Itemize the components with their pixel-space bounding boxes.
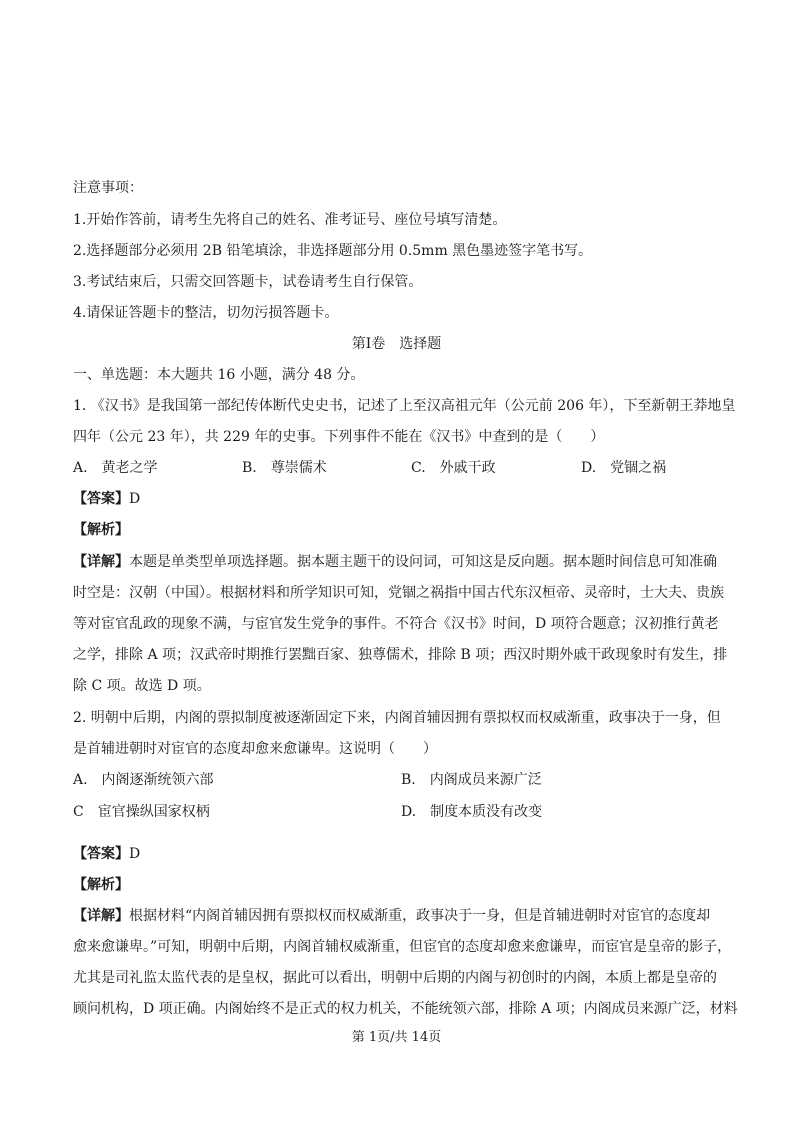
q2-detail-line-3: 尤其是司礼监太监代表的是皇权，据此可以看出，明朝中后期的内阁与初创时的内阁，本质上都是皇帝的 [73,970,717,986]
page-footer: 第 1页/共 14页 [351,1030,442,1045]
q1-detail-line-1 [73,553,733,571]
q1-option-d: D. 党锢之祸 [581,460,667,476]
q2-stem-line-1: 2. 明朝中后期，内阁的票拟制度被逐渐固定下来，内阁首辅因拥有票拟权而权威渐重，政事决于一身，但 [73,710,721,726]
answer-value: D [129,491,141,507]
detail-text: 根据材料“内阁首辅因拥有票拟权而权威渐重，政事决于一身，但是首辅进朝时对宦官的态度却 [129,908,711,924]
q2-detail-line-1 [73,907,733,925]
answer-label: 【答案】 [73,846,129,862]
q1-detail-line-2: 时空是：汉朝（中国）。根据材料和所学知识可知，党锢之祸指中国古代东汉桓帝、灵帝时，士大夫、贵族 [73,585,724,601]
q1-detail-line-3: 等对宦官乱政的现象不满，与宦官发生党争的事件。不符合《汉书》时间，D 项符合题意；汉初推行黄老 [73,616,719,632]
q2-option-c: C 宦官操纵国家权柄 [73,804,210,820]
detail-text: 本题是单类型单项选择题。据本题主题干的设问词，可知这是反向题。据本题时间信息可知准确 [129,554,717,570]
q2-analysis-label: 【解析】 [73,877,129,893]
q1-option-c: C. 外戚干政 [411,460,496,476]
notice-item-2: 2.选择题部分必须用 2B 铅笔填涂，非选择题部分用 0.5mm 黑色墨迹签字笔书写。 [73,243,593,259]
notice-title: 注意事项： [73,180,143,196]
detail-label: 【详解】 [73,554,129,570]
q1-stem-line-2: 四年（公元 23 年），共 229 年的史事。下列事件不能在《汉书》中查到的是（ ） [73,429,605,445]
q1-analysis-label: 【解析】 [73,522,129,538]
q1-answer [73,490,733,508]
q2-option-a: A. 内阁逐渐统领六部 [73,772,214,788]
q1-option-a: A. 黄老之学 [73,460,158,476]
q2-detail-line-4: 顾问机构，D 项正确。内阁始终不是正式的权力机关，不能统领六部，排除 A 项；内阁成员来源广泛，材料 [73,1001,738,1017]
q1-detail-line-5: 除 C 项。故选 D 项。 [73,678,211,694]
q1-option-b: B. 尊崇儒术 [242,460,327,476]
part-heading: 一、单选题：本大题共 16 小题，满分 48 分。 [73,367,365,383]
q1-detail-line-4: 之学，排除 A 项；汉武帝时期推行罢黜百家、独尊儒术，排除 B 项；西汉时期外戚干政现象时有发生，排 [73,647,728,663]
q2-option-b: B. 内阁成员来源广泛 [401,772,542,788]
notice-item-3: 3.考试结束后，只需交回答题卡，试卷请考生自行保管。 [73,274,423,290]
q2-stem-line-2: 是首辅进朝时对宦官的态度却愈来愈谦卑。这说明（ ） [73,741,437,757]
notice-item-1: 1.开始作答前，请考生先将自己的姓名、准考证号、座位号填写清楚。 [73,212,507,228]
q2-answer [73,845,733,863]
answer-label: 【答案】 [73,491,129,507]
q2-detail-line-2: 愈来愈谦卑。”可知，明朝中后期，内阁首辅权威渐重，但宦官的态度却愈来愈谦卑，而宦官是皇帝的影子， [73,939,732,955]
detail-label: 【详解】 [73,908,129,924]
q2-option-d: D. 制度本质没有改变 [401,804,543,820]
notice-item-4: 4.请保证答题卡的整洁，切勿污损答题卡。 [73,305,339,321]
section-title: 第Ⅰ卷 选择题 [351,336,442,352]
q1-stem-line-1: 1. 《汉书》是我国第一部纪传体断代史史书，记述了上至汉高祖元年（公元前 206 年），下至新朝王莽地皇 [73,398,736,414]
answer-value: D [129,846,141,862]
